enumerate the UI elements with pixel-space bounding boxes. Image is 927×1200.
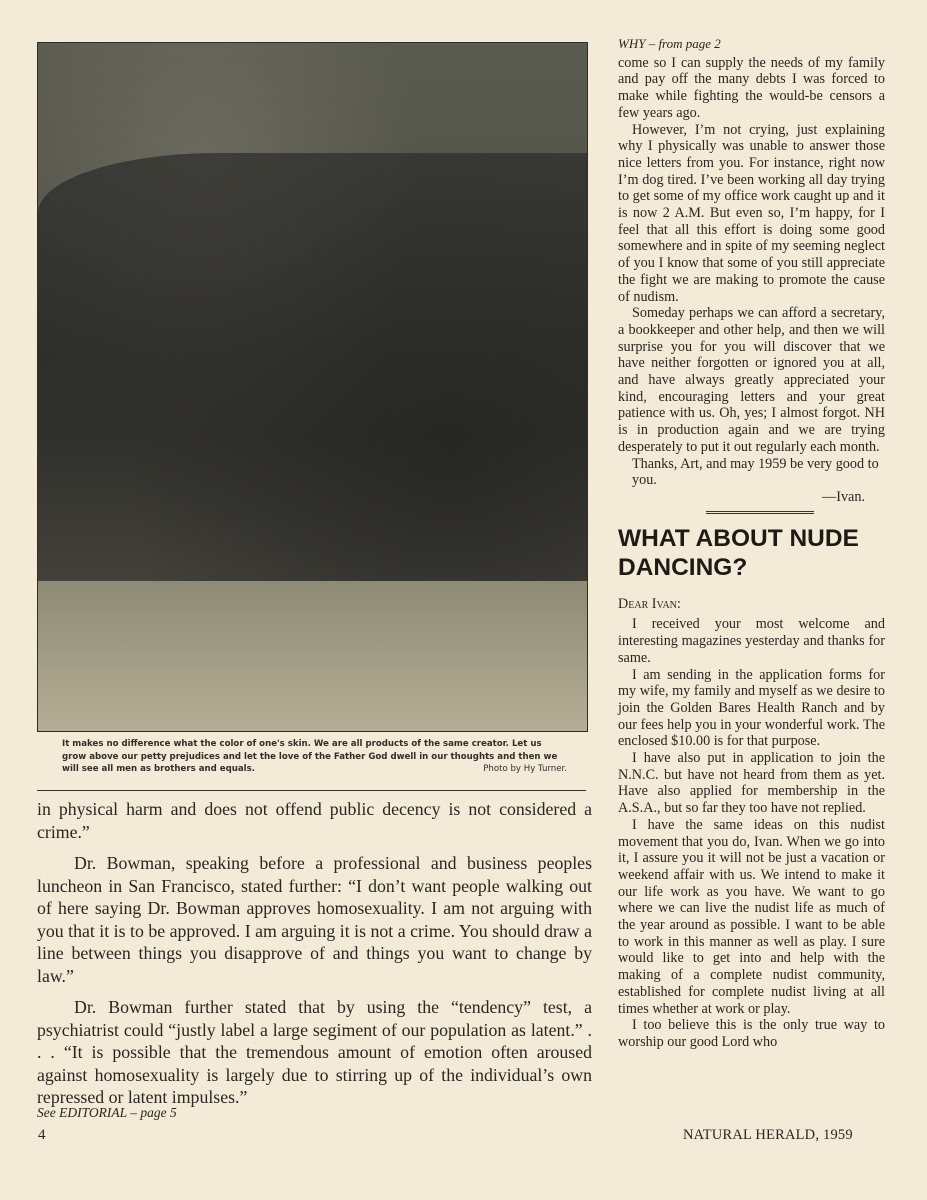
section-headline: WHAT ABOUT NUDE DANCING? [618,524,859,581]
letter-salutation: Dear Ivan: [618,595,681,612]
page-number: 4 [38,1127,46,1143]
letter-paragraph-1: I received your most welcome and interesting magazines yesterday and thanks for same. [618,616,885,666]
right-article-column [618,36,885,1051]
closing-line [618,456,885,489]
left-paragraph-1: in physical harm and does not offend public decency is not considered a crime.” [37,799,592,842]
section-divider [706,511,814,514]
photo-credit: Photo by Hy Turner. [483,764,567,774]
divider-rule [37,790,586,791]
see-editorial-note: See EDITORIAL – page 5 [37,1105,177,1120]
letter-paragraph-5: I too believe this is the only true way to worship our good Lord who [618,1017,885,1050]
left-paragraph-3: Dr. Bowman further stated that by using the “tendency” test, a psychiatrist could “justly label a large segiment of our population as latent.” . . . “It is possible that the tremendous amount of emotion often aroused against homosexuality is largely due to stirring up of the individual’s own repressed or latent impulses.” [37,997,592,1107]
photo-car-shape [38,153,587,623]
signature: —Ivan. [822,488,865,505]
signature-row [618,489,865,506]
publication-footer: NATURAL HERALD, 1959 [683,1127,853,1143]
closing-text: Thanks, Art, and may 1959 be very good to you. [632,455,879,489]
photo-ground-shape [38,581,587,731]
right-paragraph-1: come so I can supply the needs of my family and pay off the many debts I was forced to make while fighting the would-be censors a few years ago. [618,54,885,121]
photograph [37,42,588,732]
caption-text: It makes no difference what the color of one's skin. We are all products of the same creator. Let us grow above our petty prejudices and let the love of the Father God dwell in our thoughts and then we will see all men as brothers and equals. [62,739,558,774]
right-paragraph-2: However, I’m not crying, just explaining why I physically was unable to answer those nice letters from you. For instance, right now I’m dog tired. I’ve been working all day trying to get some of my office work caught up and it is now 2 A.M. But even so, I’m happy, for I feel that all this effort is doing some good somewhere and in spite of my seeming neglect of you I know that some of you still appreciate the fight we are making to promote the cause of nudism. [618,121,885,305]
letter-paragraph-4: I have the same ideas on this nudist movement that you do, Ivan. When we go into it, I assure you it will not be just a vacation or weekend affair with us. We intend to make it our life work as you have. We want to go where we can live the nudist life as much of the year around as possible. I want to be able to work in this manner as well as play. I sure would like to get into and help with the making of a complete nudist community, established for complete nudist living at all times whether at work or play. [618,816,885,1017]
photo-caption [62,738,567,776]
continued-from-label: WHY – from page 2 [618,36,721,51]
letter-paragraph-2: I am sending in the application forms for my wife, my family and myself as we desire to join the Golden Bares Health Ranch and by our fees help you in your wonderful work. The enclosed $10.00 is for that purpose. [618,666,885,750]
letter-paragraph-3: I have also put in application to join the N.N.C. but have not heard from them as yet. Have also applied for membership in the A.S.A., but so far they too have not replied. [618,750,885,817]
left-paragraph-2: Dr. Bowman, speaking before a professional and business peoples luncheon in San Francisco, stated further: “I don’t want people walking out of here saying Dr. Bowman approves homosexuality. I am not arguing with you that it is to be approved. I am arguing it is not a crime. You should draw a line between things you disapprove of and things you want to change by law.” [37,853,592,986]
left-article-column [37,798,592,1118]
right-paragraph-3: Someday perhaps we can afford a secretary, a bookkeeper and other help, and then we will surprise you for you will discover that we have neither forgotten or ignored you at all, and have always greatly appreciated your kind, encouraging letters and your great patience with us. Oh, yes; I almost forgot. NH is in production again and we are trying desperately to put it out regularly each month. [618,305,885,455]
